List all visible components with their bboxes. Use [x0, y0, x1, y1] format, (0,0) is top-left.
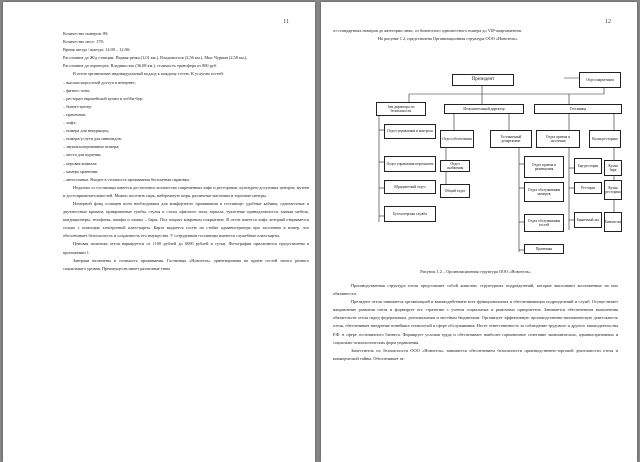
- list-item: – номера/услуги для инвалидов;: [63, 136, 122, 142]
- org-box-president: Президент: [452, 74, 514, 86]
- paragraph: Производственная структура отеля представляет собой комплекс структурных подразделений, которые выполняют возложенные на них обязанности.: [333, 283, 618, 297]
- org-box-procurement: Отдел снабжения: [440, 160, 470, 172]
- list-item: – бизнес-центр;: [63, 103, 92, 109]
- figure-caption: Рисунок 1.2 – Организационная структура ООО «Новотель»: [420, 269, 531, 274]
- text-line: Расстояние до Ж/д станции: Первая речка (1,01 км.), Владивосток (2,56 км.), Мыс Чуркин (2,58 км.);: [63, 55, 248, 61]
- paragraph: от стандартных номеров до категории люкс, от бизнесного одноместного номера до VIP-апартаментов.: [333, 28, 523, 33]
- org-box-marketing: Отдел маркетинга: [579, 72, 621, 88]
- org-box-accommodation: Отдел приема и размещения: [524, 156, 564, 178]
- list-item: – автостоянка. Входит в стоимость проживания бесплатная парковка.: [63, 176, 190, 182]
- paragraph: На рисунке 1.2, представлена Организационная структура ООО «Новотель».: [378, 36, 519, 42]
- list-item: – ресторан европейской кухни и лобби-бар;: [63, 95, 143, 101]
- org-box-control: Отдел управления и контроля: [384, 124, 436, 139]
- org-box-restaurant: Ресторан: [574, 182, 602, 194]
- org-box-hotel-dept: Гостиничный департамент: [490, 130, 532, 148]
- list-item: – высокоскоростной доступ в интернет;: [63, 79, 136, 85]
- list-item: – номера для некурящих;: [63, 128, 110, 134]
- org-box-exec-director: Исполнительный директор: [444, 104, 524, 114]
- text-line: Количество номеров: 89;: [63, 31, 109, 36]
- org-box-security-deputy: Зам директора по безопасности: [376, 102, 426, 116]
- page-number: 12: [605, 19, 611, 25]
- org-box-general: Общий отдел: [440, 184, 470, 198]
- org-box-bar-kitchen: Кухня бара: [604, 160, 622, 176]
- paragraph: Недалеко от гостиницы имеется достаточное количество современных кафе и ресторанов, культурно-досуговых центров, музеев и достопримечательностей. Можно посетить парк, набережную моря, различные магазины и торговые центры.: [63, 184, 309, 198]
- paragraph: Заместитель по безопасности ООО «Новотель» занимается обеспечением безопасности производственно-торговой деятельности отеля и коммерческой тайны. Обеспечивает за-: [333, 347, 618, 361]
- org-box-legal: Юридический отдел: [384, 180, 436, 194]
- list-item: – места для курения;: [63, 152, 102, 158]
- text-line: В отеле организован индивидуальный подход к каждому гостю. К услугам гостей:: [73, 71, 224, 77]
- list-item: – прачечная;: [63, 111, 86, 117]
- paragraph: Номерной фонд оснащен всем необходимым для комфортного проживания в гостинице: удобные кабины, одноместные и двухместные кровати, прикроватные тумбы, стулья и столы офисного типа, зеркала, туалетные принадлежности, мягкая мебель, кондиционеры, телефоны, шкафы и лампы – бары. Пол покрыт ковровым покрытием. В отеле имеется лифт, который открывается только с помощью электронной ключ-карты. Карта выдается гостю на стойке администратора при заселении в номер, что обеспечивает безопасность и сохранность его имущества. У сотрудников гостиницы имеются служебные ключ-карты.: [63, 200, 309, 239]
- left-page: [3, 2, 315, 462]
- org-box-bar: Бар-ресторан: [574, 158, 602, 174]
- org-box-laundry: Прачечная: [524, 244, 564, 254]
- right-page-intro: [333, 27, 618, 43]
- org-box-hr: Отдел управления персоналом: [384, 156, 436, 172]
- org-box-reception: Отдел приема и заселения: [536, 130, 580, 148]
- paragraph: Завтраки включены в стоимость проживания. Гостиница «Новотель» ориентирована на прием гостей своего разного социального уровня. Преимуществ имеет различные типы: [63, 257, 309, 271]
- right-page-body: [333, 282, 618, 363]
- org-box-accounting: Бухгалтерская служба: [384, 206, 436, 222]
- org-box-dry-cleaning: Химчистка: [604, 212, 622, 232]
- left-page-text: [63, 30, 309, 273]
- list-item: – фитнес-зона;: [63, 87, 91, 93]
- text-line: Расстояние до аэропорта: Владивосток (36,08 км.), стоимость трансфера от 800 руб.: [63, 63, 218, 69]
- org-box-banquet: Банкетный зал: [574, 212, 602, 228]
- list-item: – игровая комната;: [63, 160, 98, 166]
- paragraph: Ценовая политика отеля варьируется от 1100 рублей до 6000 рублей в сутки. Фотографии прилагаются представлены в приложении 1.: [63, 241, 309, 255]
- org-chart: [374, 72, 624, 267]
- org-box-guest-service: Отдел обслуживания гостей: [524, 214, 564, 232]
- org-box-restaurant-kitchen-2: Кухня ресторана: [604, 180, 622, 200]
- text-line: Количество мест: 178;: [63, 39, 104, 45]
- paragraph: Президент отеля занимается организацией и взаимодействием всех функциональных и обеспечивающих подразделений и служб. Осуществляет направление развития отеля и формирует его стратегию с учетом социальных и рыночных приоритетов. Занимается обеспечением выполнения обязательств отеля перед федеральным, региональным и местным бюджетами. Организует эффективную производственно-экономическую деятельность отеля, обеспечивает внедрение новейших технологий в сфере обслуживания. Несет ответственность за соблюдение трудового и другого законодательства Р.Ф. в сфере гостиничного бизнеса. Формирует условия труда и обеспечивает наиболее гармоничное сочетание экономических, административных и социально-психологических форм управления.: [333, 299, 618, 345]
- org-box-hotel: Гостиница: [534, 104, 622, 114]
- org-box-room-service: Отдел обслуживания номеров: [524, 182, 564, 202]
- page-number: 11: [283, 19, 289, 25]
- right-page: [321, 2, 637, 462]
- list-item: – лифт;: [63, 120, 77, 126]
- org-box-restaurant-kitchen: Кухня ресторана: [589, 130, 621, 148]
- text-line: Время заезда / выезда: 14:00 – 12:00;: [63, 47, 131, 53]
- org-box-supply-dept: Отдел обеспечения: [440, 130, 474, 148]
- list-item: – камера хранения;: [63, 168, 99, 174]
- list-item: – звукоизолированные номера;: [63, 144, 120, 150]
